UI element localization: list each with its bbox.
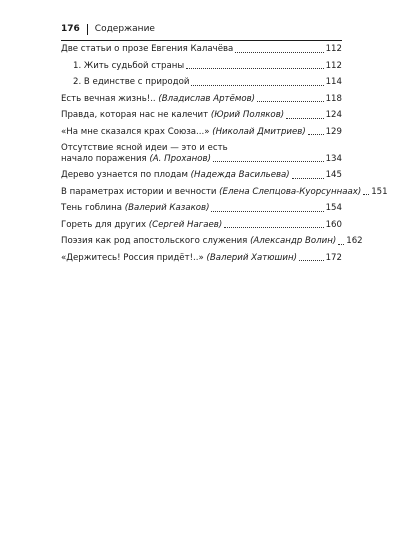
dot-leader [224, 227, 323, 228]
toc-entry-title: «На мне сказался крах Союза...» (Николай Дмитриев) [61, 126, 306, 137]
toc-entry-title: Дерево узнается по плодам (Надежда Васильева) [61, 170, 290, 180]
toc-entry-title: начало поражения (А. Проханов) [61, 153, 211, 164]
toc-entry-author: (Сергей Нагаев) [148, 219, 223, 230]
header-divider [87, 24, 88, 35]
toc-entry-page: 129 [325, 126, 342, 137]
toc-entry-author: (Николай Дмитриев) [212, 126, 306, 137]
dot-leader [235, 52, 323, 53]
toc-entry-author: (Владислав Артёмов) [158, 93, 256, 104]
toc-entry-title: В параметрах истории и вечности (Елена Слепцова-Куорсуннаах) [61, 186, 362, 197]
toc-entry-author: (Валерий Казаков) [124, 203, 210, 213]
toc-entry-author: (Надежда Васильева) [190, 170, 290, 180]
toc-entry-title: 2. В единстве с природой [73, 77, 190, 87]
toc-entry [61, 44, 342, 55]
toc-entry [61, 203, 342, 214]
toc-entry-page: 124 [325, 110, 342, 120]
toc-entry-page: 114 [325, 77, 342, 87]
dot-leader [211, 211, 323, 212]
toc-entry [61, 170, 342, 181]
toc-entry [61, 110, 342, 121]
toc-entry-author: (Александр Волин) [250, 236, 337, 246]
toc-entry-page: 145 [325, 170, 342, 180]
dot-leader [213, 161, 324, 162]
toc-entry-page: 172 [325, 252, 342, 263]
toc-entry-title: «Держитесь! Россия придёт!..» (Валерий Хатюшин) [61, 252, 297, 263]
toc-entry-title-line1: Отсутствие ясной идеи — это и есть [61, 143, 228, 153]
toc-entry [61, 253, 342, 264]
toc-entry [61, 127, 342, 138]
toc-entry-page: 112 [325, 60, 342, 71]
dot-leader [299, 260, 324, 261]
toc-entry [61, 61, 342, 72]
section-title: Содержание [94, 24, 155, 34]
page-number: 176 [61, 24, 80, 34]
toc-entry [61, 236, 363, 247]
toc-entry-title: Есть вечная жизнь!.. (Владислав Артёмов) [61, 93, 256, 104]
dot-leader [338, 244, 344, 245]
toc-entry-page: 112 [325, 44, 342, 54]
dot-leader [363, 194, 369, 195]
running-header [61, 22, 342, 36]
toc-entry-title: Гореть для других (Сергей Нагаев) [61, 219, 223, 230]
toc-entry-page: 151 [371, 186, 388, 197]
toc-entry-page: 154 [325, 203, 342, 213]
toc-entry-title: Тень гоблина (Валерий Казаков) [61, 203, 210, 213]
toc-entry-title: Две статьи о прозе Евгения Калачёва [61, 44, 234, 54]
toc-entry-page: 134 [325, 153, 342, 164]
header-rule [61, 40, 342, 41]
dot-leader [257, 101, 324, 102]
toc-entry [61, 186, 388, 198]
toc-entry-page: 118 [325, 93, 342, 104]
toc-entry-author: (Юрий Поляков) [210, 110, 285, 120]
toc-entry [61, 143, 342, 164]
dot-leader [308, 134, 324, 135]
toc-entry-title: Правда, которая нас не калечит (Юрий Поляков) [61, 110, 285, 120]
toc-entry [61, 220, 342, 231]
dot-leader [186, 68, 323, 69]
toc-entry-author: (Елена Слепцова-Куорсуннаах) [219, 186, 362, 197]
dot-leader [191, 85, 323, 86]
toc-entry-author: (Валерий Хатюшин) [206, 252, 297, 263]
toc-entry-title: 1. Жить судьбой страны [73, 60, 185, 71]
toc-entry [61, 94, 342, 105]
toc-entry-title: Поэзия как род апостольского служения (Александр Волин) [61, 236, 337, 246]
dot-leader [286, 118, 323, 119]
toc-entry [61, 77, 342, 88]
dot-leader [292, 178, 324, 179]
table-of-contents [61, 44, 388, 263]
toc-entry-line2 [61, 154, 342, 165]
toc-entry-author: (А. Проханов) [149, 153, 211, 164]
toc-entry-page: 160 [325, 219, 342, 230]
toc-entry-page: 162 [346, 236, 363, 246]
